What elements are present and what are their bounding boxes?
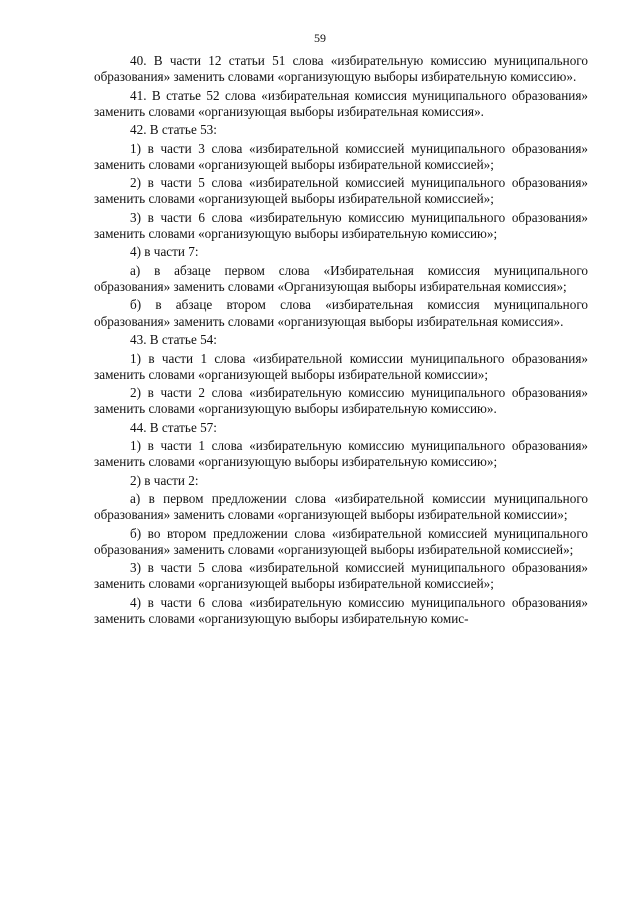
paragraph: 4) в части 7: [130, 244, 199, 260]
paragraph: 1) в части 3 слова «избирательной комиссией муниципального образования» заменить словами «организующей выборы избирательной комиссией»; [94, 140, 588, 172]
paragraph: 3) в части 5 слова «избирательной комиссией муниципального образования» заменить словами «организующей выборы избирательной комиссией»; [94, 560, 588, 592]
paragraph: 43. В статье 54: [130, 332, 217, 348]
paragraph: 4) в части 6 слова «избирательную комиссию муниципального образования» заменить словами «организующую выборы избирательную комис- [94, 594, 588, 627]
paragraph: 40. В части 12 статьи 51 слова «избирательную комиссию муниципального образования» заменить словами «организующую выборы избирательную комиссию». [94, 53, 588, 85]
paragraph: 2) в части 2 слова «избирательную комиссию муниципального образования» заменить словами «организующую выборы избирательную комиссию». [94, 385, 588, 417]
paragraph: 2) в части 5 слова «избирательной комиссией муниципального образования» заменить словами «организующей выборы избирательной комиссией»; [94, 175, 588, 207]
paragraph: 3) в части 6 слова «избирательную комиссию муниципального образования» заменить словами «организующую выборы избирательную комиссию»; [94, 209, 588, 241]
paragraph: 2) в части 2: [130, 472, 199, 488]
document-body [94, 53, 588, 630]
paragraph: 1) в части 1 слова «избирательной комиссии муниципального образования» заменить словами «организующей выборы избирательной комиссии»; [94, 350, 588, 382]
paragraph: 42. В статье 53: [130, 122, 217, 138]
paragraph: б) во втором предложении слова «избирательной комиссией муниципального образования» заменить словами «организующей выборы избирательной комиссией»; [94, 525, 588, 557]
paragraph: а) в абзаце первом слова «Избирательная комиссия муниципального образования» заменить словами «Организующая выборы избирательная комиссия»; [94, 262, 588, 294]
paragraph: 41. В статье 52 слова «избирательная комиссия муниципального образования» заменить словами «организующая выборы избирательная комиссия». [94, 87, 588, 119]
paragraph: а) в первом предложении слова «избирательной комиссии муниципального образования» заменить словами «организующей выборы избирательной комиссии»; [94, 491, 588, 523]
page-number: 59 [314, 31, 326, 45]
paragraph: б) в абзаце втором слова «избирательная комиссия муниципального образования» заменить словами «организующая выборы избирательная комиссия». [94, 297, 588, 329]
paragraph: 44. В статье 57: [130, 419, 217, 435]
paragraph: 1) в части 1 слова «избирательную комиссию муниципального образования» заменить словами «организующую выборы избирательную комиссию»; [94, 438, 588, 470]
